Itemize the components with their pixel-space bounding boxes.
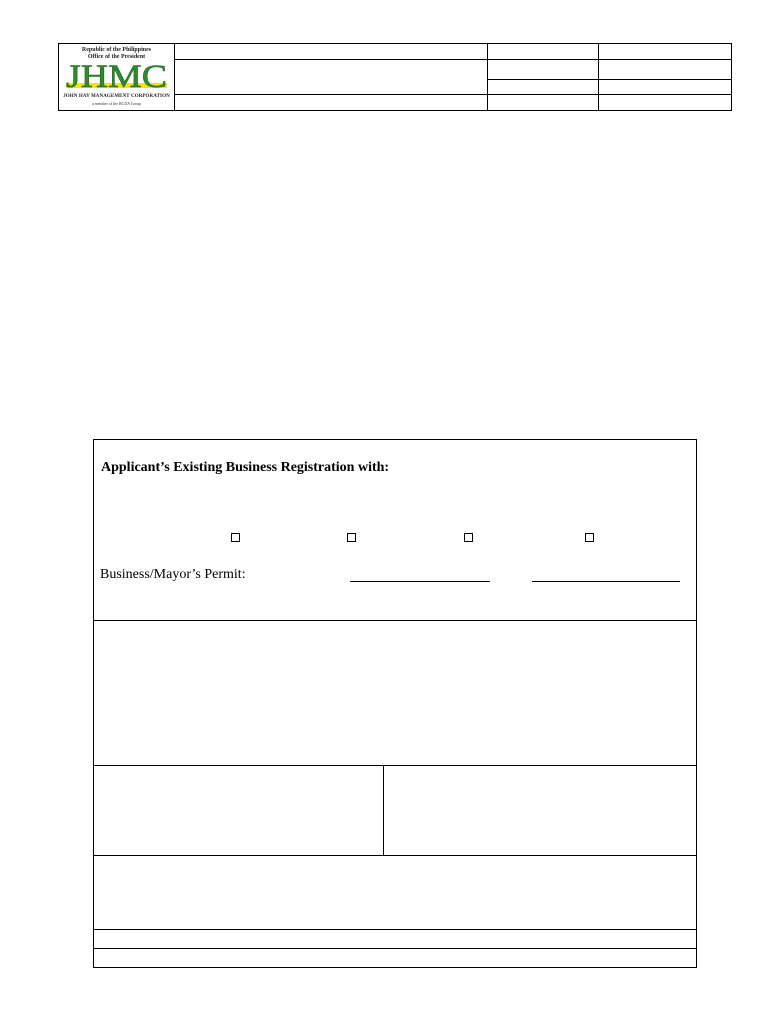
header-rule <box>487 79 731 80</box>
jhmc-logo-text: JHMC <box>66 61 167 92</box>
registration-checkbox-4[interactable] <box>585 533 594 542</box>
logo-tagline-text: a member of the BCDA Group <box>91 101 142 106</box>
header-rule <box>175 59 487 60</box>
registration-checkbox-3[interactable] <box>464 533 473 542</box>
logo-office-text: Office of the President <box>87 54 146 60</box>
header-divider <box>598 44 599 110</box>
header-rule <box>487 59 731 60</box>
form-field-area[interactable] <box>94 621 696 765</box>
jhmc-logo-mark <box>62 61 171 92</box>
header-divider <box>487 44 488 110</box>
registration-checkbox-2[interactable] <box>347 533 356 542</box>
header-rule <box>175 94 487 95</box>
form-field-row[interactable] <box>94 949 696 967</box>
form-field-area[interactable] <box>94 856 696 929</box>
logo-corporation-text: JOHN HAY MANAGEMENT CORPORATION <box>63 94 170 99</box>
permit-date-field[interactable] <box>532 581 680 582</box>
business-registration-heading: Applicant’s Existing Business Registration with: <box>101 460 390 475</box>
form-field-right[interactable] <box>384 766 696 855</box>
document-header-table <box>58 43 732 111</box>
registration-form-box <box>93 439 697 968</box>
business-permit-label: Business/Mayor’s Permit: <box>100 567 246 582</box>
logo-republic-text: Republic of the Philippines <box>81 47 152 53</box>
logo-cell <box>59 44 175 110</box>
header-rule <box>487 94 731 95</box>
permit-number-field[interactable] <box>350 581 490 582</box>
form-field-row[interactable] <box>94 930 696 948</box>
form-field-left[interactable] <box>94 766 383 855</box>
registration-checkbox-1[interactable] <box>231 533 240 542</box>
